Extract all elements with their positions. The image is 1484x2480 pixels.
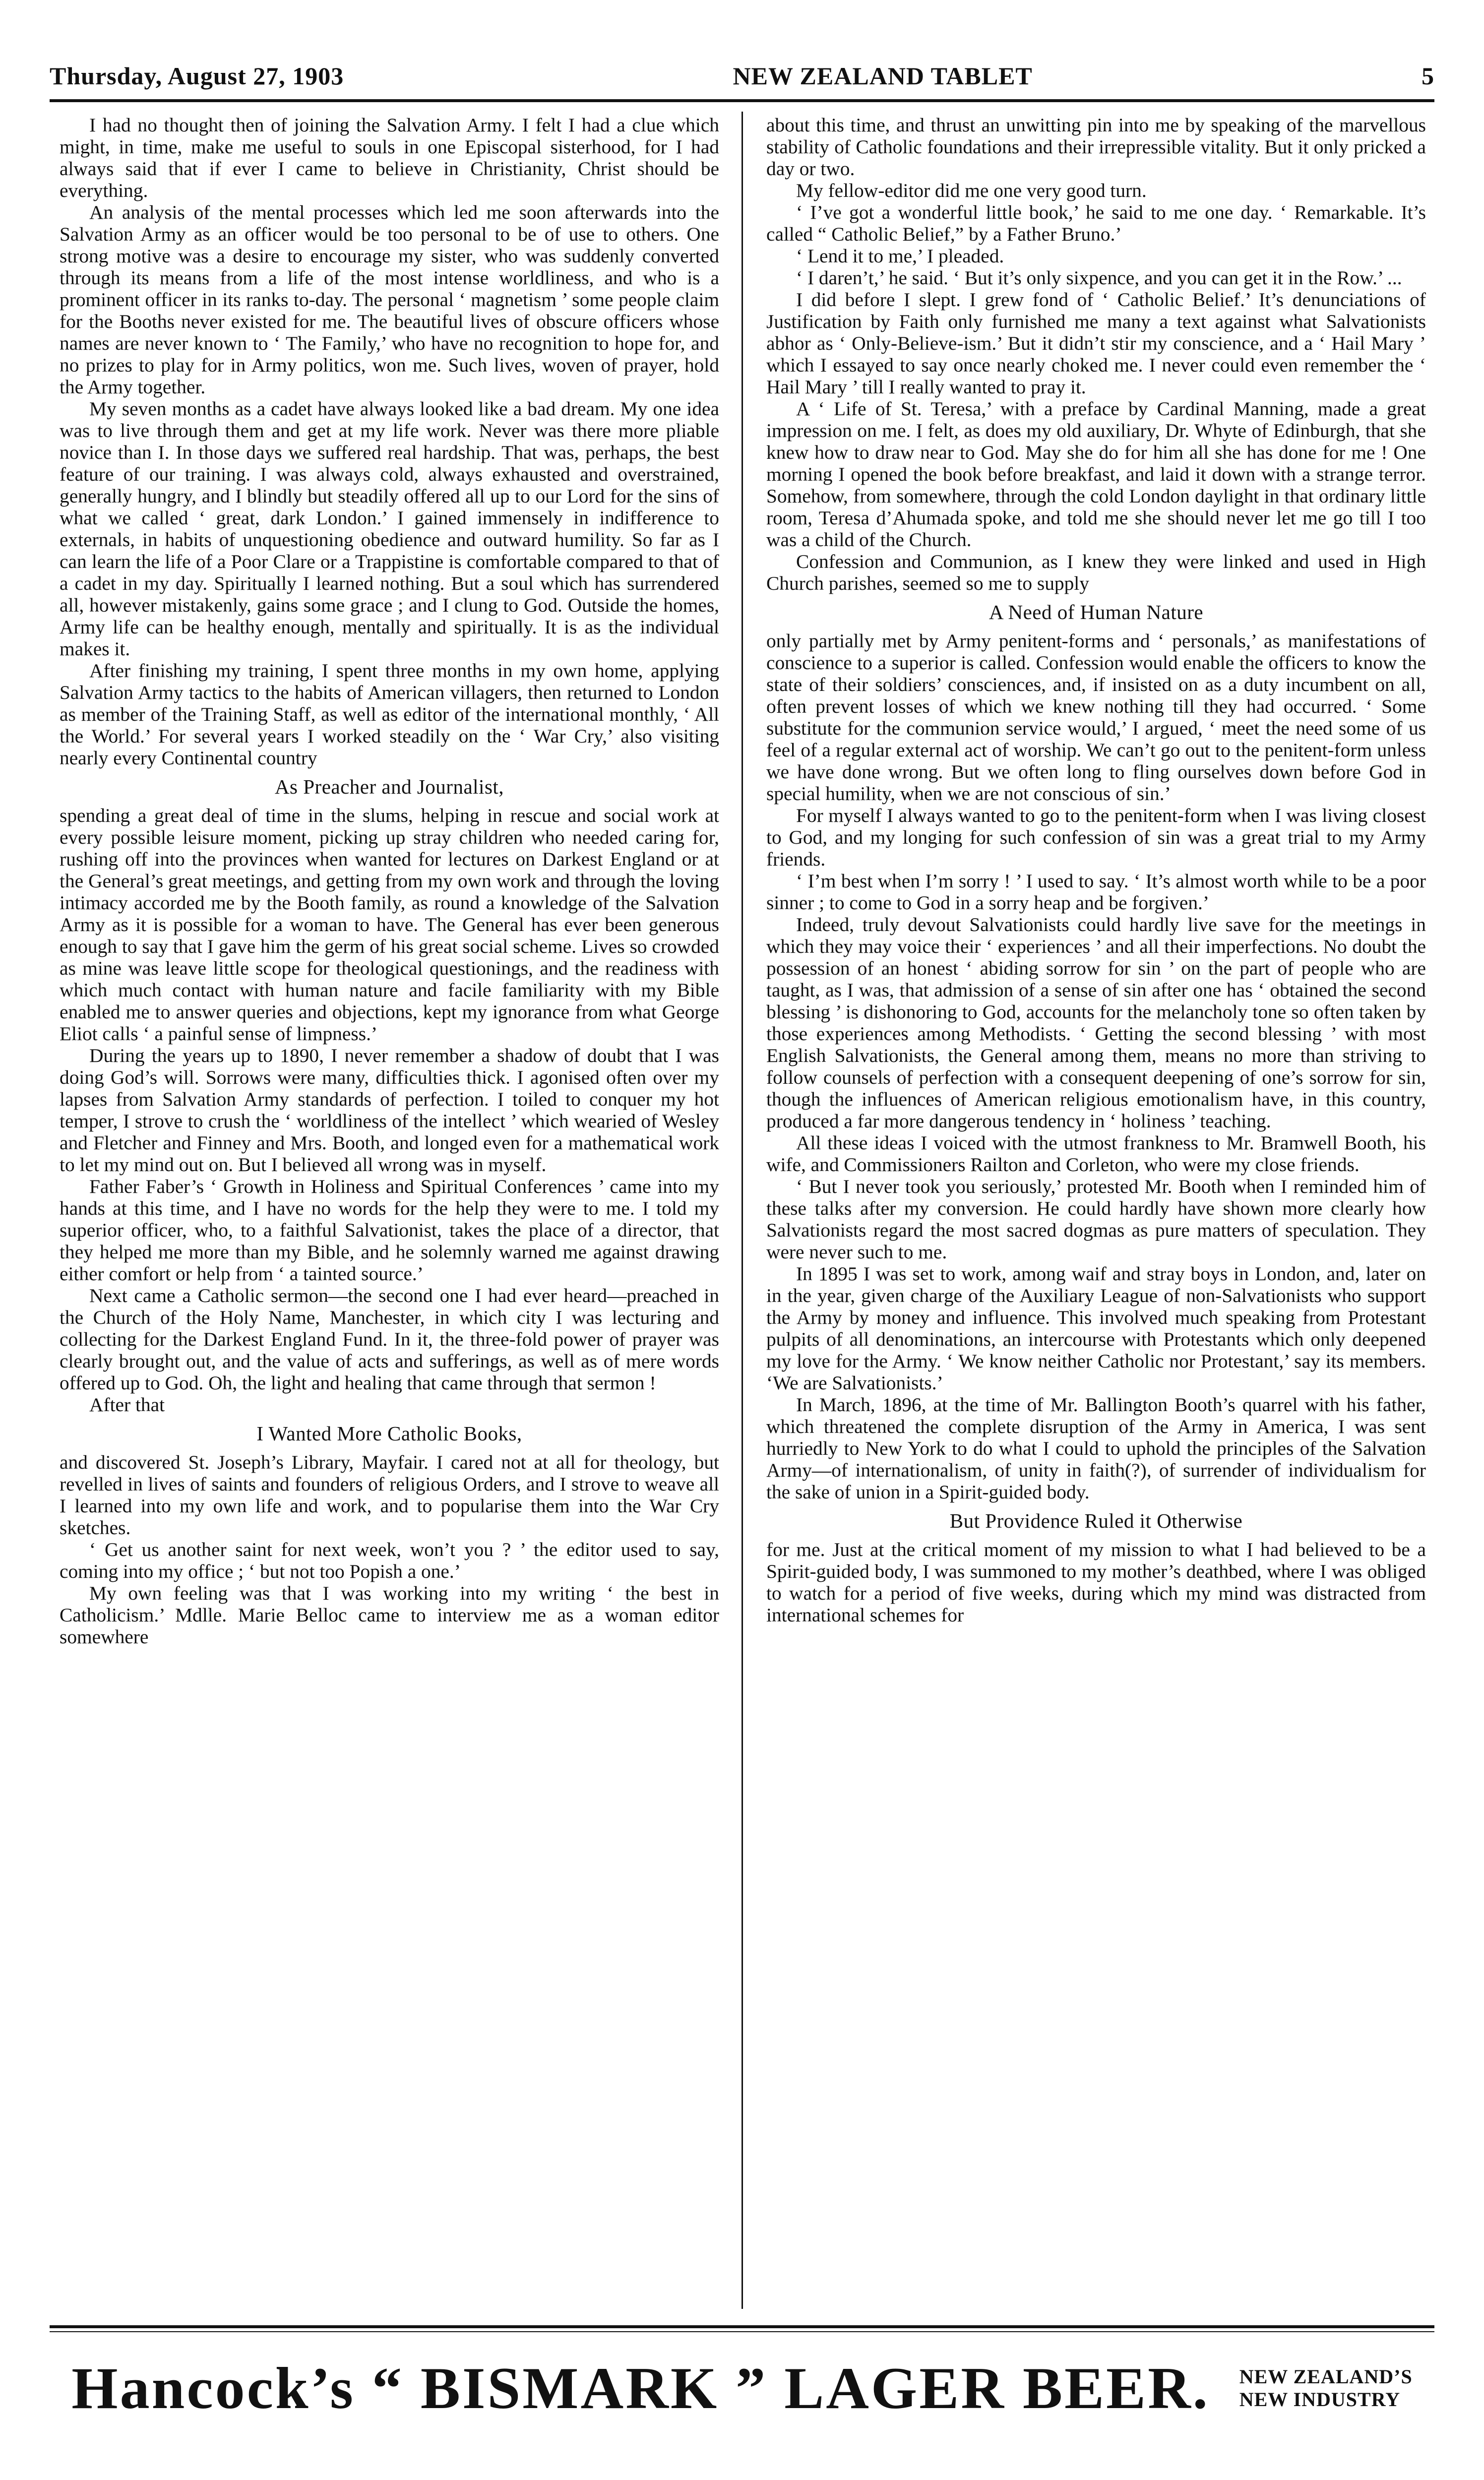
paragraph: ‘ I daren’t,’ he said. ‘ But it’s only sixpence, and you can get it in the Row.’ ...	[796, 267, 1402, 289]
paragraph: for me. Just at the critical moment of my mission to what I had believed to be a Spirit-guided body, I was summoned to my mother’s deathbed, where I was obliged to watch for a period of five weeks, during which my mind was distracted from international schemes for	[766, 1539, 1426, 1626]
paragraph: spending a great deal of time in the slums, helping in rescue and social work at every possible leisure moment, picking up stray children who needed caring for, rushing off into the provinces when wanted for lectures on Darkest England or at the General’s great meetings, and getting from my own work and through the loving intimacy accorded me by the Booth family, as round a knowledge of the Salvation Army as it is possible for a woman to have. The General has ever been generous enough to say that I gave him the germ of his great social scheme. Lives so crowded as mine was leave little scope for theological questionings, and the readiness with which much contact with human nature and facile familiarity with my Bible enabled me to answer queries and objections, kept my ignorance from what George Eliot calls ‘ a painful sense of limpness.’	[60, 805, 719, 1045]
left-column	[60, 114, 719, 2306]
column-divider	[742, 112, 743, 2309]
paragraph: and discovered St. Joseph’s Library, Mayfair. I cared not at all for theology, but revelled in lives of saints and founders of religious Orders, and I strove to weave all I learned into my own life and work, and to popularise them into the War Cry sketches.	[60, 1451, 719, 1539]
footer-rule	[50, 2325, 1434, 2328]
paragraph: ‘ Get us another saint for next week, won’t you ? ’ the editor used to say, coming into my office ; ‘ but not too Popish a one.’	[60, 1539, 719, 1582]
ad-tagline-line2: NEW INDUSTRY	[1239, 2388, 1401, 2411]
header-title: NEW ZEALAND TABLET	[733, 62, 1033, 90]
section-heading: But Providence Ruled it Otherwise	[949, 1509, 1243, 1532]
header-date: Thursday, August 27, 1903	[50, 62, 344, 90]
paragraph: For myself I always wanted to go to the penitent-form when I was living closest to God, and my longing for such confession of sin was a great trial to my Army friends.	[766, 805, 1426, 870]
footer-rule-thin	[50, 2331, 1434, 2332]
paragraph: A ‘ Life of St. Teresa,’ with a preface by Cardinal Manning, made a great impression on me. I felt, as does my old auxiliary, Dr. Whyte of Edinburgh, that she knew how to draw near to God. May she do for him all she has done for me ! One morning I opened the book before breakfast, and laid it down with a strange terror. Somehow, from somewhere, through the cold London daylight in that ordinary little room, Teresa d’Ahumada spoke, and told me she should never let me go till I too was a child of the Church.	[766, 398, 1426, 551]
paragraph: Father Faber’s ‘ Growth in Holiness and Spiritual Conferences ’ came into my hands at this time, and I have no words for the help they were to me. I told my superior officer, who, to a faithful Salvationist, takes the place of a director, that they helped me more than my Bible, and he solemnly warned me against drawing either comfort or help from ‘ a tainted source.’	[60, 1176, 719, 1285]
paragraph: My fellow-editor did me one very good turn.	[796, 180, 1147, 201]
paragraph: ‘ Lend it to me,’ I pleaded.	[796, 245, 1004, 267]
paragraph: During the years up to 1890, I never remember a shadow of doubt that I was doing God’s will. Sorrows were many, difficulties thick. I agonised often over my lapses from Salvation Army standards of perfection. I toiled to conquer my hot temper, I strove to crush the ‘ worldliness of the intellect ’ which wearied of Wesley and Fletcher and Finney and Mrs. Booth, and longed even for a mathematical work to let my mind out on. But I believed all wrong was in myself.	[60, 1045, 719, 1176]
page-header	[50, 54, 1434, 98]
paragraph: Indeed, truly devout Salvationists could hardly live save for the meetings in which they may voice their ‘ experiences ’ and all their imperfections. No doubt the possession of an honest ‘ abiding sorrow for sin ’ on the part of people who are taught, as I was, that admission of a sense of sin after one has ‘ obtained the second blessing ’ is dishonoring to God, accounts for the melancholy tone so often taken by those experiences among Methodists. ‘ Getting the second blessing ’ with most English Salvationists, the General among them, means no more than striving to follow counsels of perfection with a consequent deepening of one’s sorrow for sin, though the influences of American religious emotionalism have, in this country, produced a far more dangerous tendency in ‘ holiness ’ teaching.	[766, 914, 1426, 1132]
section-heading: A Need of Human Nature	[989, 601, 1204, 623]
paragraph: In 1895 I was set to work, among waif and stray boys in London, and, later on in the year, given charge of the Auxiliary League of non-Salvationists who support the Army by money and influence. This involved much speaking from Protestant pulpits of all denominations, an intercourse with Protestants which only deepened my love for the Army. ‘ We know neither Catholic nor Protestant,’ say its members. ‘We are Salvationists.’	[766, 1263, 1426, 1394]
paragraph: My own feeling was that I was working into my writing ‘ the best in Catholicism.’ Mdlle. Marie Belloc came to interview me as a woman editor somewhere	[60, 1582, 719, 1648]
paragraph: only partially met by Army penitent-forms and ‘ personals,’ as manifestations of conscience to a superior is called. Confession would enable the officers to know the state of their soldiers’ consciences, and, if insisted on as a duty incumbent on all, often prevent losses of which we knew nothing till they had occurred. ‘ Some substitute for the communion service would,’ I argued, ‘ meet the need some of us feel of a regular external act of worship. We can’t go out to the penitent-form unless we have done wrong. But we often long to fling ourselves down before God in special humility, when we are not conscious of sin.’	[766, 630, 1426, 805]
section-heading: As Preacher and Journalist,	[274, 775, 504, 798]
paragraph: All these ideas I voiced with the utmost frankness to Mr. Bramwell Booth, his wife, and Commissioners Railton and Corleton, who were my close friends.	[766, 1132, 1426, 1176]
paragraph: ‘ But I never took you seriously,’ protested Mr. Booth when I reminded him of these talks after my conversion. He could hardly have shown more clearly how Salvationists regard the most sacred dogmas as pure matters of speculation. They were never such to me.	[766, 1176, 1426, 1263]
paragraph: ‘ I’m best when I’m sorry ! ’ I used to say. ‘ It’s almost worth while to be a poor sinner ; to come to God in a sorry heap and be forgiven.’	[766, 870, 1426, 914]
paragraph: After finishing my training, I spent three months in my own home, applying Salvation Army tactics to the habits of American villagers, then returned to London as member of the Training Staff, as well as editor of the international monthly, ‘ All the World.’ For several years I worked steadily on the ‘ War Cry,’ also visiting nearly every Continental country	[60, 660, 719, 769]
paragraph: In March, 1896, at the time of Mr. Ballington Booth’s quarrel with his father, which threatened the complete disruption of the Army in America, I was sent hurriedly to New York to do what I could to uphold the principles of the Salvation Army—of internationalism, of unity in faith(?), of surrender of individualism for the sake of union in a Spirit-guided body.	[766, 1394, 1426, 1503]
section-heading: I Wanted More Catholic Books,	[256, 1422, 522, 1445]
paragraph: Next came a Catholic sermon—the second one I had ever heard—preached in the Church of the Holy Name, Manchester, in which city I was lecturing and collecting for the Darkest England Fund. In it, the three-fold power of prayer was clearly brought out, and the value of acts and sufferings, as well as of mere words offered up to God. Oh, the light and healing that came through that sermon !	[60, 1285, 719, 1394]
paragraph: I did before I slept. I grew fond of ‘ Catholic Belief.’ It’s denunciations of Justification by Faith only furnished me many a text against what Salvationists abhor as ‘ Only-Believe-ism.’ But it didn’t stir my conscience, and a ‘ Hail Mary ’ which I essayed to say once nearly choked me. I never could even remember the ‘ Hail Mary ’ till I really wanted to pray it.	[766, 289, 1426, 398]
ad-tagline-line1: NEW ZEALAND’S	[1239, 2365, 1413, 2388]
page-number: 5	[1422, 62, 1434, 90]
paragraph: ‘ I’ve got a wonderful little book,’ he said to me one day. ‘ Remarkable. It’s called “ Catholic Belief,” by a Father Bruno.’	[766, 201, 1426, 245]
paragraph: An analysis of the mental processes which led me soon afterwards into the Salvation Army as an officer would be too personal to be of use to others. One strong motive was a desire to encourage my sister, who was suddenly converted through its means from a life of the most intense worldliness, and who is a prominent officer in its ranks to-day. The personal ‘ magnetism ’ some people claim for the Booths never existed for me. The beautiful lives of obscure officers whose names are never known to ‘ The Family,’ who have no recognition to hope for, and no prizes to play for in Army politics, won me. Such lives, woven of prayer, hold the Army together.	[60, 201, 719, 398]
ad-headline: Hancock’s “ BISMARK ” LAGER BEER.	[71, 2355, 1210, 2421]
paragraph: I had no thought then of joining the Salvation Army. I felt I had a clue which might, in time, make me useful to souls in one Episcopal sisterhood, for I had always said that if ever I came to believe in Christianity, Christ should be everything.	[60, 114, 719, 201]
advertisement	[50, 2351, 1434, 2425]
paragraph: My seven months as a cadet have always looked like a bad dream. My one idea was to live through them and get at my life work. Never was there more pliable novice than I. In those days we suffered real hardship. That was, perhaps, the best feature of our training. I was always cold, always exhausted and overstrained, generally hungry, and I blindly but steadily offered all up to our Lord for the sins of what we called ‘ great, dark London.’ I gained immensely in indifference to externals, in habits of unquestioning obedience and outward humility. So far as I can learn the life of a Poor Clare or a Trappistine is comfortable compared to that of a cadet in my day. Spiritually I learned nothing. But a soul which has surrendered all, however mistakenly, gains some grace ; and I clung to God. Outside the homes, Army life can be healthy enough, mentally and spiritually. It is as the individual makes it.	[60, 398, 719, 660]
paragraph: Confession and Communion, as I knew they were linked and used in High Church parishes, seemed so me to supply	[766, 551, 1426, 594]
ad-tagline	[1239, 2365, 1413, 2411]
paragraph: After that	[89, 1394, 165, 1416]
right-column	[766, 114, 1426, 2306]
header-rule	[50, 99, 1434, 102]
paragraph: about this time, and thrust an unwitting pin into me by speaking of the marvellous stability of Catholic foundations and their irrepressible vitality. But it only pricked a day or two.	[766, 114, 1426, 180]
